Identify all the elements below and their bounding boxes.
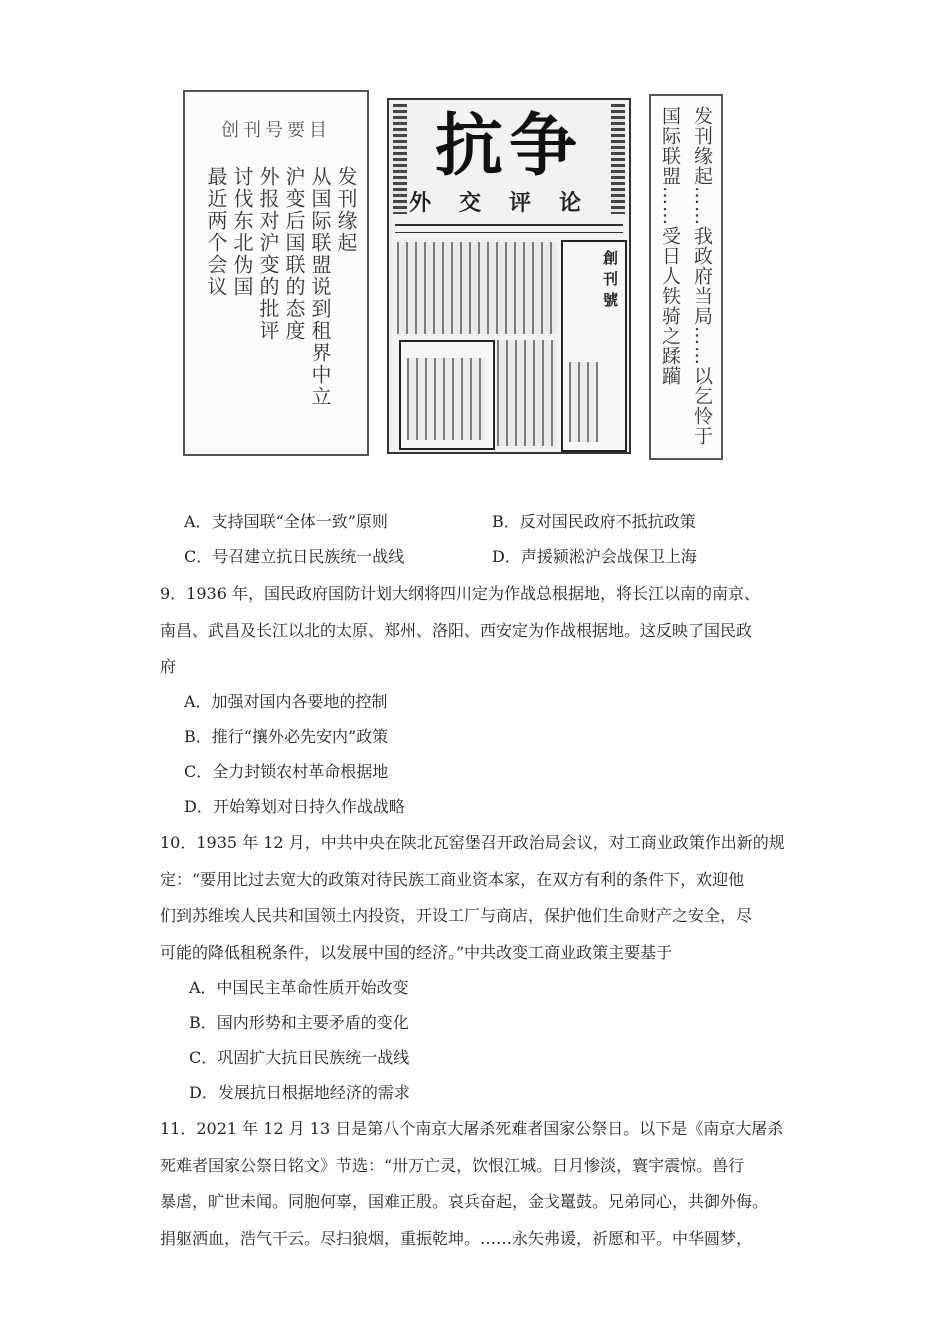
article-text-block (497, 340, 557, 446)
editorial-excerpt-panel (649, 94, 723, 460)
q8-option-c: C．号召建立抗日民族统一战线 (184, 547, 405, 566)
q11-stem-line: 死难者国家公祭日铭文》节选：“卅万亡灵，饮恨江城。日月惨淡，寰宇震惊。兽行 (160, 1156, 745, 1175)
toc-item: 讨伐东北伪国 (230, 166, 254, 298)
q9-stem-line: 南昌、武昌及长江以北的太原、郑州、洛阳、西安定为作战根据地。这反映了国民政 (160, 621, 753, 640)
excerpt-column: 国际联盟……受日人铁骑之蹂躏 (659, 106, 681, 386)
toc-header: 创刊号要目 (221, 120, 331, 141)
newspaper-image (387, 98, 631, 454)
q8-option-a: A．支持国联“全体一致”原则 (184, 512, 388, 531)
q10-stem-line: 10．1935 年 12 月，中共中央在陕北瓦窑堡召开政治局会议，对工商业政策作出新的规 (160, 833, 785, 852)
q11-stem-line: 捐躯洒血，浩气干云。尽扫狼烟，重振乾坤。……永矢弗谖，祈愿和平。中华圆梦， (160, 1229, 753, 1248)
q9-stem-line: 府 (160, 657, 177, 676)
toc-item: 外报对沪变的批评 (256, 166, 280, 342)
table-of-contents-panel (183, 90, 369, 456)
q10-stem-line: 定：“要用比过去宽大的政策对待民族工商业资本家，在双方有利的条件下，欢迎他 (160, 870, 745, 889)
inset-box (561, 240, 627, 452)
inset-title: 創刊號 (601, 250, 619, 313)
q9-option: A．加强对国内各要地的控制 (184, 692, 388, 711)
masthead-rule (395, 224, 623, 226)
q10-stem-line: 们到苏维埃人民共和国领土内投资，开设工厂与商店，保护他们生命财产之安全，尽 (160, 906, 753, 925)
excerpt-column: 发刊缘起……我政府当局……以乞怜于 (691, 106, 713, 446)
toc-item: 最近两个会议 (204, 166, 228, 298)
q10-stem-line: 可能的降低租税条件，以发展中国的经济。”中共改变工商业政策主要基于 (160, 943, 673, 962)
masthead-subtitle: 外交评论 (408, 190, 609, 216)
q10-option: C．巩固扩大抗日民族统一战线 (189, 1048, 410, 1067)
q11-stem-line: 11．2021 年 12 月 13 日是第八个南京大屠杀死难者国家公祭日。以下是《南京大屠杀 (160, 1119, 784, 1138)
article-text-block (397, 242, 557, 334)
q11-stem-line: 暴虐，旷世未闻。同胞何辜，国难正殷。哀兵奋起，金戈鼍鼓。兄弟同心，共御外侮。 (160, 1192, 769, 1211)
q9-option: D．开始筹划对日持久作战战略 (184, 797, 405, 816)
q8-option-d: D．声援颍淞沪会战保卫上海 (492, 547, 697, 566)
q10-option: D．发展抗日根据地经济的需求 (189, 1083, 410, 1102)
q9-option: B．推行“攘外必先安内”政策 (184, 727, 389, 746)
newspaper-figure (175, 86, 730, 466)
q8-option-b: B．反对国民政府不抵抗政策 (492, 512, 696, 531)
toc-item: 沪变后国联的态度 (282, 166, 306, 342)
q9-stem-line: 9．1936 年，国民政府国防计划大纲将四川定为作战总根据地，将长江以南的南京、 (160, 584, 760, 603)
masthead-title: 抗争 (434, 106, 583, 186)
q10-option: B．国内形势和主要矛盾的变化 (189, 1013, 409, 1032)
article-text-block (407, 358, 485, 440)
toc-item: 从国际联盟说到租界中立 (308, 166, 332, 408)
small-article-box (399, 340, 495, 450)
article-text-block (569, 362, 599, 442)
masthead-rule (395, 232, 623, 233)
toc-item: 发刊缘起 (334, 166, 358, 254)
q10-option: A．中国民主革命性质开始改变 (189, 978, 409, 997)
q9-option: C．全力封锁农村革命根据地 (184, 762, 389, 781)
